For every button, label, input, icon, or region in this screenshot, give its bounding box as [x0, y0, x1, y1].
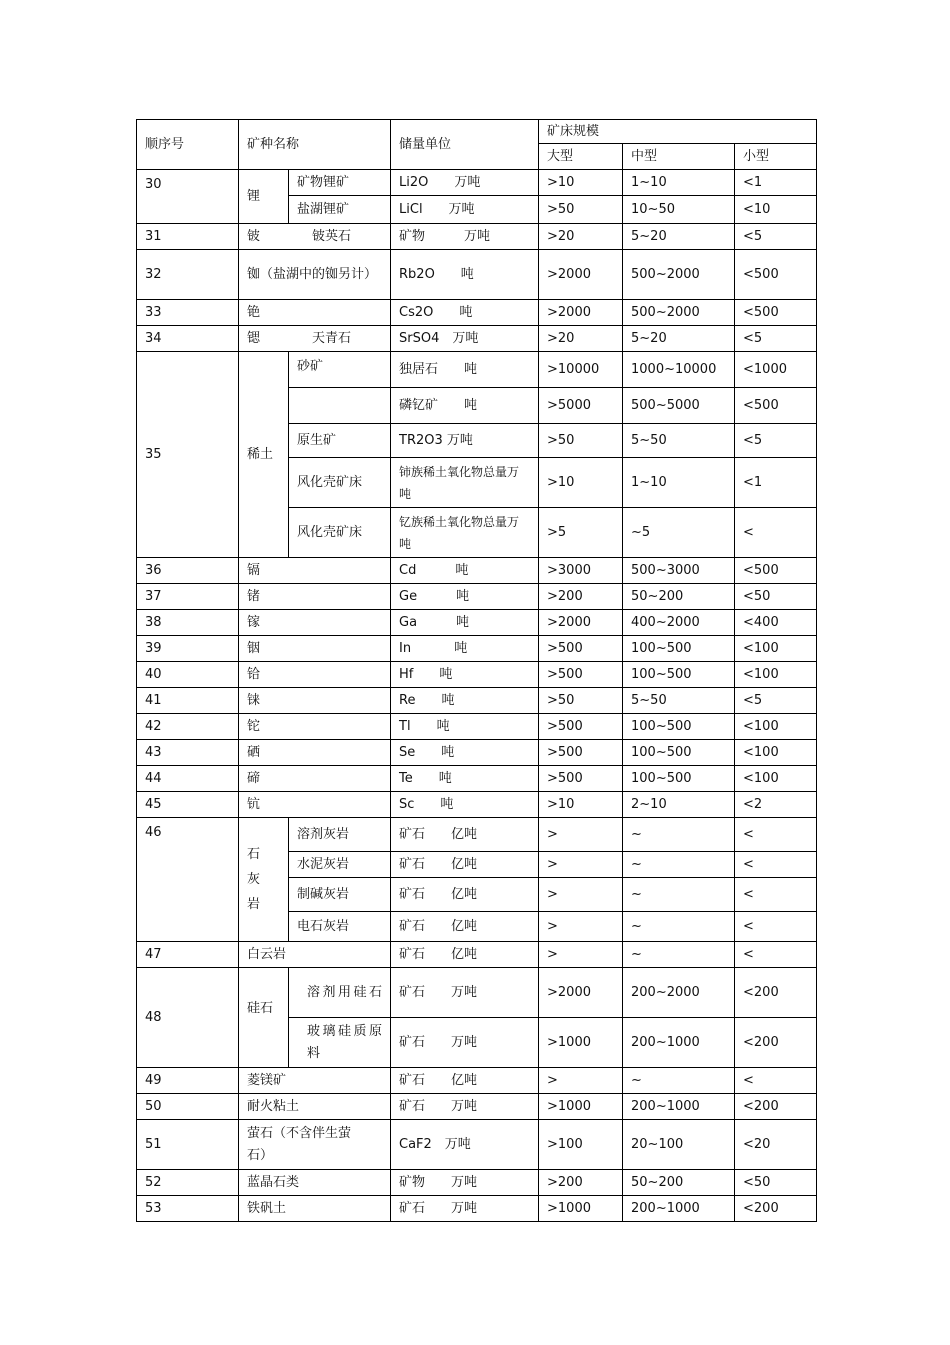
medium-cell: ~5	[623, 508, 735, 558]
submineral-cell: 风化壳矿床	[289, 458, 391, 508]
large-cell: >200	[539, 584, 623, 610]
unit-cell: 矿石 亿吨	[391, 852, 539, 878]
small-cell: <500	[735, 388, 817, 424]
table-row	[137, 792, 817, 818]
submineral-cell: 溶剂用硅石	[289, 968, 391, 1018]
unit-cell: SrSO4 万吨	[391, 326, 539, 352]
mineral-cell: 铟	[239, 636, 391, 662]
unit-cell: Te 吨	[391, 766, 539, 792]
small-cell: <50	[735, 1170, 817, 1196]
unit-cell: Ge 吨	[391, 584, 539, 610]
seq-cell: 42	[137, 714, 239, 740]
large-cell: >10000	[539, 352, 623, 388]
large-cell: >	[539, 818, 623, 852]
small-cell: <	[735, 818, 817, 852]
table-row	[137, 224, 817, 250]
seq-cell: 49	[137, 1068, 239, 1094]
medium-cell: 100~500	[623, 740, 735, 766]
mineral-cell: 镓	[239, 610, 391, 636]
mineral-cell: 锂	[239, 170, 289, 224]
large-cell: >	[539, 852, 623, 878]
unit-cell: 矿物 万吨	[391, 1170, 539, 1196]
unit-cell: 独居石 吨	[391, 352, 539, 388]
large-cell: >50	[539, 688, 623, 714]
medium-cell: 200~1000	[623, 1094, 735, 1120]
small-cell: <10	[735, 196, 817, 224]
mineral-cell: 钪	[239, 792, 391, 818]
seq-cell: 43	[137, 740, 239, 766]
small-cell: <100	[735, 740, 817, 766]
table-row	[137, 1094, 817, 1120]
medium-cell: 5~50	[623, 688, 735, 714]
large-cell: >	[539, 942, 623, 968]
small-cell: <500	[735, 558, 817, 584]
small-cell: <1	[735, 170, 817, 196]
large-cell: >500	[539, 714, 623, 740]
small-cell: <200	[735, 1094, 817, 1120]
small-cell: <400	[735, 610, 817, 636]
unit-cell: 矿石 万吨	[391, 1018, 539, 1068]
table-row	[137, 300, 817, 326]
table-row	[137, 740, 817, 766]
small-cell: <200	[735, 1196, 817, 1222]
table-row	[137, 326, 817, 352]
large-cell: >2000	[539, 968, 623, 1018]
mineral-cell: 硒	[239, 740, 391, 766]
small-cell: <200	[735, 968, 817, 1018]
seq-cell: 35	[137, 352, 239, 558]
large-cell: >2000	[539, 610, 623, 636]
header-seq: 顺序号	[137, 120, 239, 170]
header-scale: 矿床规模	[539, 120, 817, 144]
small-cell: <1	[735, 458, 817, 508]
mineral-cell: 铯	[239, 300, 391, 326]
medium-cell: ~	[623, 912, 735, 942]
table-row	[137, 1120, 817, 1170]
seq-cell: 33	[137, 300, 239, 326]
unit-cell: 铈族稀土氧化物总量万吨	[391, 458, 539, 508]
seq-cell: 47	[137, 942, 239, 968]
unit-cell: Ga 吨	[391, 610, 539, 636]
large-cell: >3000	[539, 558, 623, 584]
small-cell: <20	[735, 1120, 817, 1170]
mineral-scale-table	[136, 119, 817, 1222]
mineral-cell: 镉	[239, 558, 391, 584]
medium-cell: 200~1000	[623, 1196, 735, 1222]
table-row	[137, 766, 817, 792]
medium-cell: 500~2000	[623, 300, 735, 326]
medium-cell: 20~100	[623, 1120, 735, 1170]
seq-cell: 37	[137, 584, 239, 610]
large-cell: >500	[539, 740, 623, 766]
unit-cell: Rb2O 吨	[391, 250, 539, 300]
large-cell: >20	[539, 224, 623, 250]
table-row	[137, 942, 817, 968]
mineral-cell: 铪	[239, 662, 391, 688]
medium-cell: ~	[623, 942, 735, 968]
medium-cell: 1000~10000	[623, 352, 735, 388]
header-mineral: 矿种名称	[239, 120, 391, 170]
medium-cell: 50~200	[623, 584, 735, 610]
large-cell: >200	[539, 1170, 623, 1196]
seq-cell: 34	[137, 326, 239, 352]
submineral-cell: 矿物锂矿	[289, 170, 391, 196]
small-cell: <5	[735, 326, 817, 352]
mineral-cell: 耐火粘土	[239, 1094, 391, 1120]
table-row	[137, 352, 817, 388]
mineral-cell: 白云岩	[239, 942, 391, 968]
large-cell: >10	[539, 792, 623, 818]
seq-cell: 41	[137, 688, 239, 714]
header-small: 小型	[735, 144, 817, 170]
large-cell: >500	[539, 662, 623, 688]
large-cell: >	[539, 1068, 623, 1094]
large-cell: >10	[539, 170, 623, 196]
medium-cell: ~	[623, 818, 735, 852]
unit-cell: Tl 吨	[391, 714, 539, 740]
medium-cell: 200~2000	[623, 968, 735, 1018]
unit-cell: Hf 吨	[391, 662, 539, 688]
medium-cell: ~	[623, 852, 735, 878]
medium-cell: ~	[623, 1068, 735, 1094]
unit-cell: Sc 吨	[391, 792, 539, 818]
large-cell: >100	[539, 1120, 623, 1170]
seq-cell: 39	[137, 636, 239, 662]
mineral-cell: 锗	[239, 584, 391, 610]
mineral-cell: 硅石	[239, 968, 289, 1068]
medium-cell: 5~20	[623, 326, 735, 352]
seq-cell: 32	[137, 250, 239, 300]
small-cell: <5	[735, 224, 817, 250]
table-row	[137, 662, 817, 688]
seq-cell: 45	[137, 792, 239, 818]
table-row	[137, 688, 817, 714]
medium-cell: 100~500	[623, 662, 735, 688]
small-cell: <	[735, 852, 817, 878]
seq-cell: 48	[137, 968, 239, 1068]
mineral-cell: 蓝晶石类	[239, 1170, 391, 1196]
medium-cell: 1~10	[623, 170, 735, 196]
mineral-cell: 石灰岩	[239, 818, 289, 942]
seq-cell: 30	[137, 170, 239, 224]
large-cell: >	[539, 912, 623, 942]
table-row	[137, 584, 817, 610]
seq-cell: 53	[137, 1196, 239, 1222]
header-large: 大型	[539, 144, 623, 170]
medium-cell: 100~500	[623, 766, 735, 792]
unit-cell: 矿石 万吨	[391, 1196, 539, 1222]
large-cell: >	[539, 878, 623, 912]
large-cell: >500	[539, 766, 623, 792]
large-cell: >50	[539, 424, 623, 458]
medium-cell: 500~5000	[623, 388, 735, 424]
small-cell: <5	[735, 424, 817, 458]
submineral-cell: 电石灰岩	[289, 912, 391, 942]
seq-cell: 51	[137, 1120, 239, 1170]
small-cell: <	[735, 912, 817, 942]
medium-cell: 400~2000	[623, 610, 735, 636]
seq-cell: 40	[137, 662, 239, 688]
medium-cell: 5~50	[623, 424, 735, 458]
table-row	[137, 250, 817, 300]
small-cell: <100	[735, 714, 817, 740]
seq-cell: 38	[137, 610, 239, 636]
small-cell: <2	[735, 792, 817, 818]
medium-cell: 200~1000	[623, 1018, 735, 1068]
mineral-cell: 铼	[239, 688, 391, 714]
small-cell: <	[735, 508, 817, 558]
unit-cell: 钇族稀土氧化物总量万吨	[391, 508, 539, 558]
large-cell: >5	[539, 508, 623, 558]
medium-cell: 2~10	[623, 792, 735, 818]
small-cell: <100	[735, 636, 817, 662]
seq-cell: 52	[137, 1170, 239, 1196]
large-cell: >1000	[539, 1018, 623, 1068]
submineral-cell: 水泥灰岩	[289, 852, 391, 878]
medium-cell: 100~500	[623, 636, 735, 662]
small-cell: <50	[735, 584, 817, 610]
submineral-cell: 盐湖锂矿	[289, 196, 391, 224]
unit-cell: Re 吨	[391, 688, 539, 714]
large-cell: >20	[539, 326, 623, 352]
submineral-cell: 风化壳矿床	[289, 508, 391, 558]
unit-cell: Cd 吨	[391, 558, 539, 584]
large-cell: >2000	[539, 300, 623, 326]
small-cell: <100	[735, 662, 817, 688]
large-cell: >50	[539, 196, 623, 224]
mineral-cell: 萤石（不含伴生萤石）	[239, 1120, 391, 1170]
table-row	[137, 714, 817, 740]
medium-cell: 50~200	[623, 1170, 735, 1196]
unit-cell: 矿石 万吨	[391, 1094, 539, 1120]
mineral-cell: 菱镁矿	[239, 1068, 391, 1094]
unit-cell: LiCl 万吨	[391, 196, 539, 224]
submineral-cell: 制碱灰岩	[289, 878, 391, 912]
submineral-cell: 溶剂灰岩	[289, 818, 391, 852]
unit-cell: 矿石 亿吨	[391, 912, 539, 942]
small-cell: <1000	[735, 352, 817, 388]
table-row	[137, 1068, 817, 1094]
large-cell: >1000	[539, 1094, 623, 1120]
table-row	[137, 170, 817, 196]
unit-cell: Li2O 万吨	[391, 170, 539, 196]
seq-cell: 31	[137, 224, 239, 250]
large-cell: >2000	[539, 250, 623, 300]
table-row	[137, 968, 817, 1018]
seq-cell: 46	[137, 818, 239, 942]
medium-cell: 5~20	[623, 224, 735, 250]
mineral-cell: 铍 铍英石	[239, 224, 391, 250]
table-row	[137, 818, 817, 852]
unit-cell: Cs2O 吨	[391, 300, 539, 326]
unit-cell: 矿石 亿吨	[391, 1068, 539, 1094]
seq-cell: 44	[137, 766, 239, 792]
table-row	[137, 558, 817, 584]
medium-cell: 10~50	[623, 196, 735, 224]
medium-cell: 100~500	[623, 714, 735, 740]
table-row	[137, 1170, 817, 1196]
mineral-cell: 锶 天青石	[239, 326, 391, 352]
mineral-cell: 铷（盐湖中的铷另计）	[239, 250, 391, 300]
small-cell: <500	[735, 250, 817, 300]
header-medium: 中型	[623, 144, 735, 170]
small-cell: <5	[735, 688, 817, 714]
header-unit: 储量单位	[391, 120, 539, 170]
small-cell: <100	[735, 766, 817, 792]
unit-cell: CaF2 万吨	[391, 1120, 539, 1170]
unit-cell: 磷钇矿 吨	[391, 388, 539, 424]
small-cell: <	[735, 942, 817, 968]
unit-cell: 矿物 万吨	[391, 224, 539, 250]
large-cell: >500	[539, 636, 623, 662]
medium-cell: 1~10	[623, 458, 735, 508]
medium-cell: 500~2000	[623, 250, 735, 300]
submineral-cell: 砂矿	[289, 352, 391, 388]
unit-cell: 矿石 亿吨	[391, 942, 539, 968]
unit-cell: 矿石 亿吨	[391, 818, 539, 852]
small-cell: <	[735, 1068, 817, 1094]
submineral-cell: 原生矿	[289, 424, 391, 458]
large-cell: >5000	[539, 388, 623, 424]
mineral-cell: 稀土	[239, 352, 289, 558]
unit-cell: In 吨	[391, 636, 539, 662]
mineral-cell: 碲	[239, 766, 391, 792]
unit-cell: TR2O3 万吨	[391, 424, 539, 458]
table-row	[137, 610, 817, 636]
unit-cell: 矿石 亿吨	[391, 878, 539, 912]
unit-cell: 矿石 万吨	[391, 968, 539, 1018]
seq-cell: 50	[137, 1094, 239, 1120]
large-cell: >10	[539, 458, 623, 508]
mineral-cell: 铊	[239, 714, 391, 740]
large-cell: >1000	[539, 1196, 623, 1222]
small-cell: <500	[735, 300, 817, 326]
seq-cell: 36	[137, 558, 239, 584]
unit-cell: Se 吨	[391, 740, 539, 766]
table-row	[137, 636, 817, 662]
table-row	[137, 1196, 817, 1222]
mineral-cell: 铁矾土	[239, 1196, 391, 1222]
submineral-cell: 玻璃硅质原料	[289, 1018, 391, 1068]
submineral-cell	[289, 388, 391, 424]
small-cell: <	[735, 878, 817, 912]
medium-cell: ~	[623, 878, 735, 912]
medium-cell: 500~3000	[623, 558, 735, 584]
small-cell: <200	[735, 1018, 817, 1068]
